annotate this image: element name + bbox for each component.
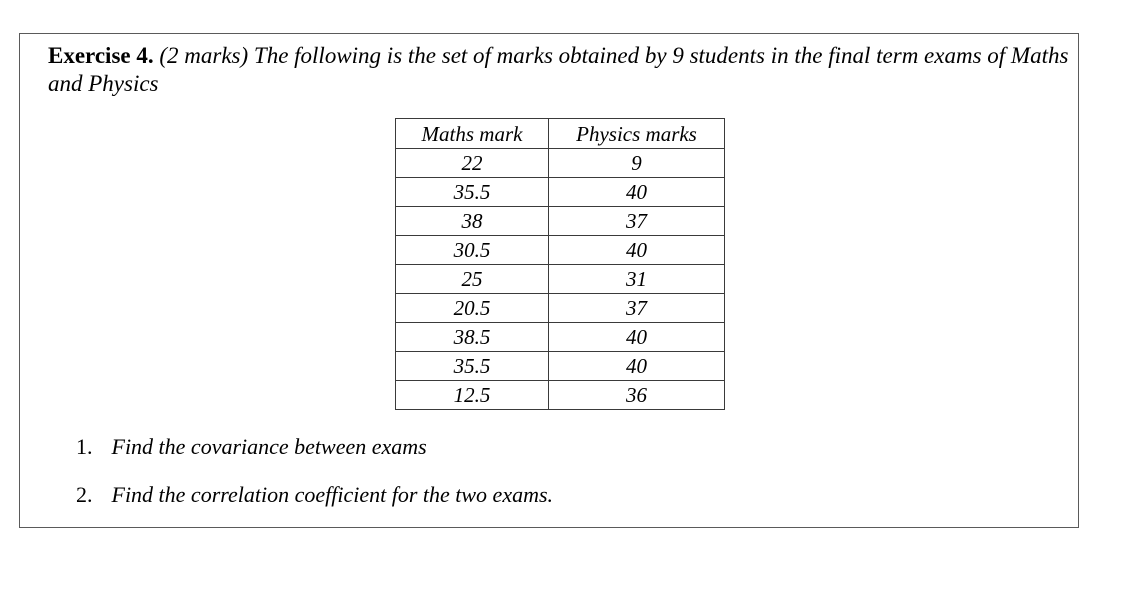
question-text: Find the covariance between exams — [111, 434, 427, 459]
table-header-row — [396, 119, 725, 149]
table-row — [396, 149, 725, 178]
physics-mark-cell: 40 — [549, 178, 725, 207]
table-row — [396, 236, 725, 265]
maths-mark-cell: 38.5 — [396, 323, 549, 352]
question-item — [76, 432, 553, 480]
physics-mark-cell: 40 — [549, 323, 725, 352]
column-header-physics: Physics marks — [549, 119, 725, 149]
maths-mark-cell: 25 — [396, 265, 549, 294]
table-row — [396, 178, 725, 207]
physics-mark-cell: 37 — [549, 294, 725, 323]
physics-mark-cell: 37 — [549, 207, 725, 236]
maths-mark-cell: 35.5 — [396, 352, 549, 381]
column-header-maths: Maths mark — [396, 119, 549, 149]
maths-mark-cell: 30.5 — [396, 236, 549, 265]
question-list — [76, 432, 553, 528]
table-row — [396, 352, 725, 381]
exercise-heading: Exercise 4. — [48, 43, 154, 68]
table-row — [396, 323, 725, 352]
table-row — [396, 207, 725, 236]
table-row — [396, 381, 725, 410]
physics-mark-cell: 36 — [549, 381, 725, 410]
exercise-box — [19, 33, 1079, 528]
maths-mark-cell: 35.5 — [396, 178, 549, 207]
maths-mark-cell: 38 — [396, 207, 549, 236]
question-number: 2. — [76, 482, 93, 507]
exercise-text: (2 marks) The following is the set of marks obtained by 9 students in the final term exams of Maths and Physics — [48, 43, 1069, 96]
marks-table — [395, 118, 725, 410]
maths-mark-cell: 12.5 — [396, 381, 549, 410]
physics-mark-cell: 9 — [549, 149, 725, 178]
question-item — [76, 480, 553, 528]
table-row — [396, 265, 725, 294]
table-row — [396, 294, 725, 323]
question-text: Find the correlation coefficient for the two exams. — [111, 482, 554, 507]
exercise-statement — [48, 42, 1078, 98]
maths-mark-cell: 20.5 — [396, 294, 549, 323]
physics-mark-cell: 40 — [549, 352, 725, 381]
physics-mark-cell: 40 — [549, 236, 725, 265]
question-number: 1. — [76, 434, 93, 459]
maths-mark-cell: 22 — [396, 149, 549, 178]
physics-mark-cell: 31 — [549, 265, 725, 294]
